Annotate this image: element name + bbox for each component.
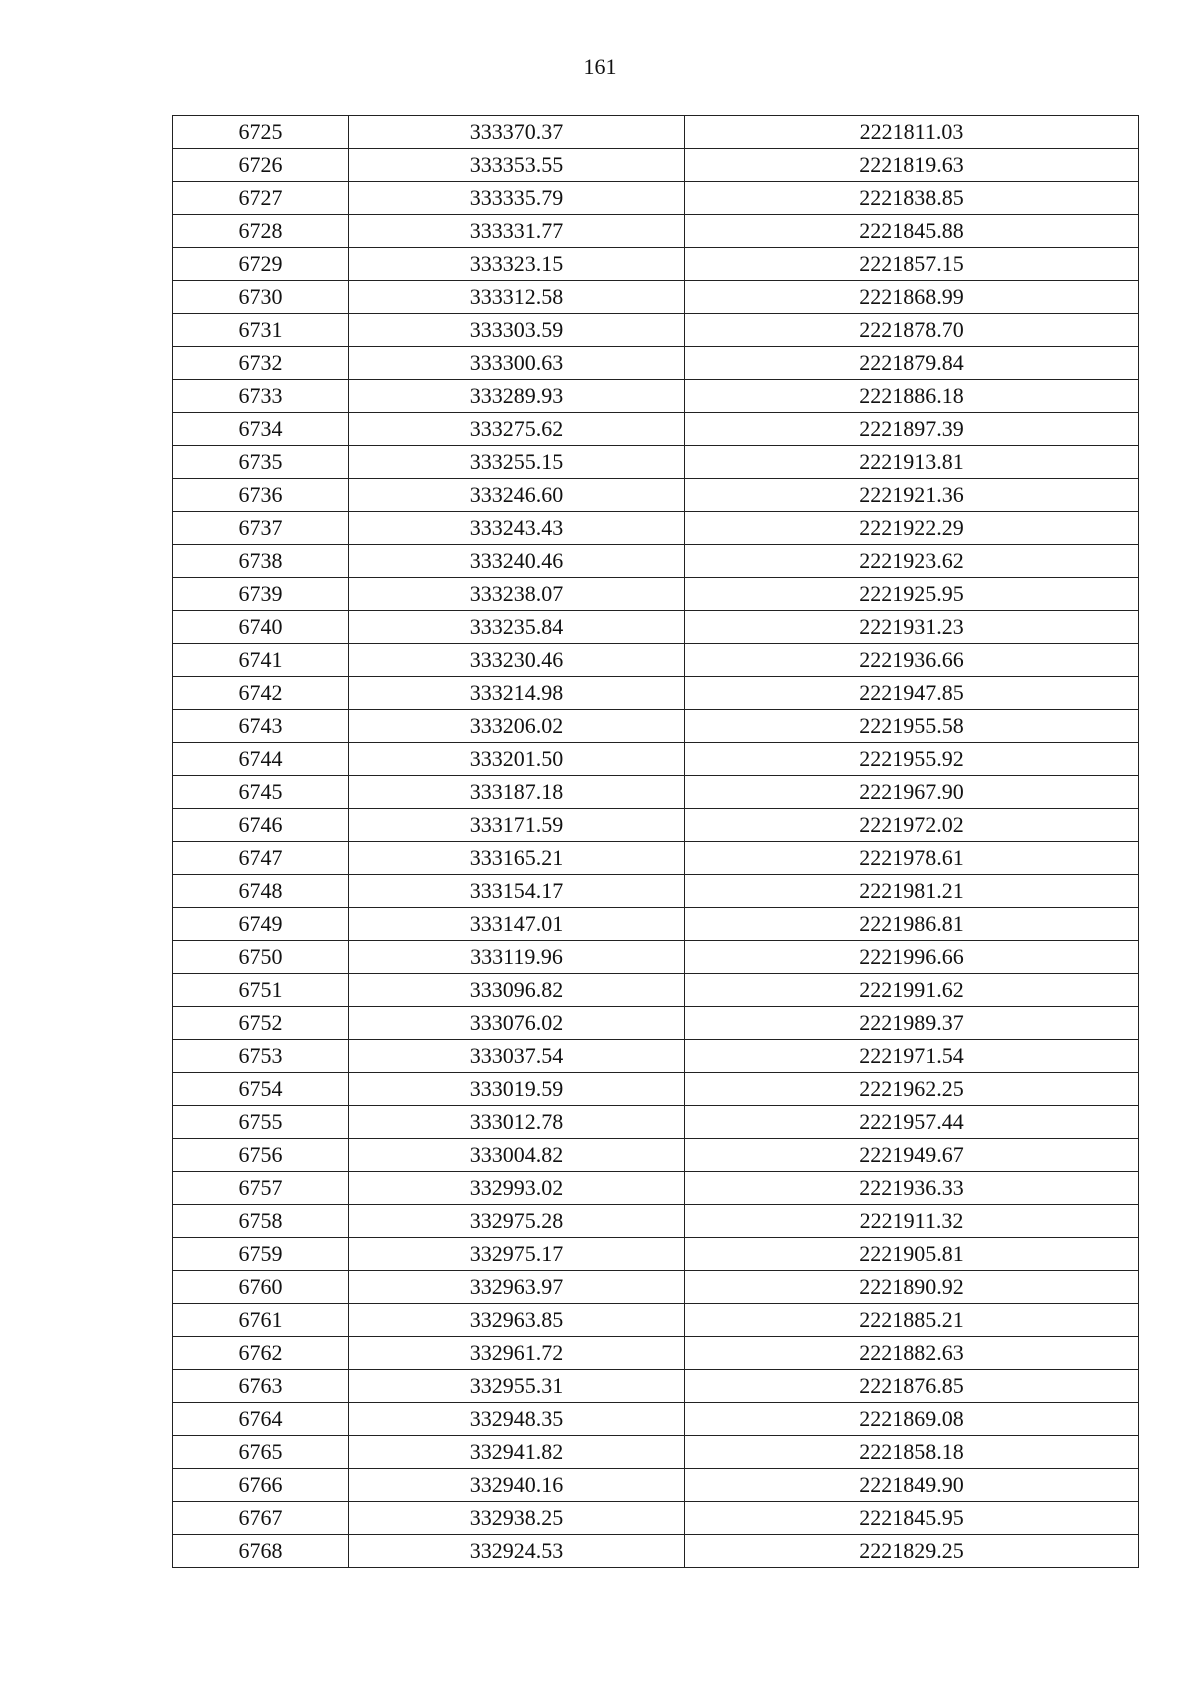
y-coordinate-cell: 2221829.25 [685, 1535, 1139, 1568]
x-coordinate-cell: 333004.82 [349, 1139, 685, 1172]
point-number-cell: 6725 [173, 116, 349, 149]
y-coordinate-cell: 2221981.21 [685, 875, 1139, 908]
point-number-cell: 6750 [173, 941, 349, 974]
table-row [173, 1502, 1139, 1535]
point-number-cell: 6737 [173, 512, 349, 545]
point-number-cell: 6759 [173, 1238, 349, 1271]
y-coordinate-cell: 2221879.84 [685, 347, 1139, 380]
y-coordinate-cell: 2221936.33 [685, 1172, 1139, 1205]
x-coordinate-cell: 333289.93 [349, 380, 685, 413]
table-row [173, 1172, 1139, 1205]
point-number-cell: 6729 [173, 248, 349, 281]
table-row [173, 512, 1139, 545]
point-number-cell: 6740 [173, 611, 349, 644]
x-coordinate-cell: 332963.97 [349, 1271, 685, 1304]
table-row [173, 1205, 1139, 1238]
x-coordinate-cell: 333214.98 [349, 677, 685, 710]
table-row [173, 974, 1139, 1007]
point-number-cell: 6748 [173, 875, 349, 908]
point-number-cell: 6731 [173, 314, 349, 347]
x-coordinate-cell: 333230.46 [349, 644, 685, 677]
x-coordinate-cell: 332975.17 [349, 1238, 685, 1271]
point-number-cell: 6739 [173, 578, 349, 611]
table-row [173, 1139, 1139, 1172]
x-coordinate-cell: 333201.50 [349, 743, 685, 776]
table-row [173, 578, 1139, 611]
point-number-cell: 6760 [173, 1271, 349, 1304]
y-coordinate-cell: 2221949.67 [685, 1139, 1139, 1172]
table-row [173, 710, 1139, 743]
x-coordinate-cell: 333147.01 [349, 908, 685, 941]
table-row [173, 545, 1139, 578]
point-number-cell: 6749 [173, 908, 349, 941]
table-row [173, 677, 1139, 710]
table-row [173, 644, 1139, 677]
point-number-cell: 6728 [173, 215, 349, 248]
y-coordinate-cell: 2221931.23 [685, 611, 1139, 644]
point-number-cell: 6756 [173, 1139, 349, 1172]
point-number-cell: 6754 [173, 1073, 349, 1106]
table-row [173, 743, 1139, 776]
y-coordinate-cell: 2221811.03 [685, 116, 1139, 149]
point-number-cell: 6734 [173, 413, 349, 446]
point-number-cell: 6764 [173, 1403, 349, 1436]
x-coordinate-cell: 332961.72 [349, 1337, 685, 1370]
y-coordinate-cell: 2221922.29 [685, 512, 1139, 545]
y-coordinate-cell: 2221897.39 [685, 413, 1139, 446]
table-row [173, 314, 1139, 347]
y-coordinate-cell: 2221858.18 [685, 1436, 1139, 1469]
table-row [173, 1370, 1139, 1403]
x-coordinate-cell: 333240.46 [349, 545, 685, 578]
x-coordinate-cell: 332924.53 [349, 1535, 685, 1568]
x-coordinate-cell: 333235.84 [349, 611, 685, 644]
y-coordinate-cell: 2221925.95 [685, 578, 1139, 611]
point-number-cell: 6742 [173, 677, 349, 710]
y-coordinate-cell: 2221962.25 [685, 1073, 1139, 1106]
x-coordinate-cell: 332955.31 [349, 1370, 685, 1403]
point-number-cell: 6730 [173, 281, 349, 314]
y-coordinate-cell: 2221955.92 [685, 743, 1139, 776]
point-number-cell: 6738 [173, 545, 349, 578]
x-coordinate-cell: 333243.43 [349, 512, 685, 545]
x-coordinate-cell: 333323.15 [349, 248, 685, 281]
point-number-cell: 6744 [173, 743, 349, 776]
x-coordinate-cell: 332975.28 [349, 1205, 685, 1238]
y-coordinate-cell: 2221845.88 [685, 215, 1139, 248]
x-coordinate-cell: 333119.96 [349, 941, 685, 974]
y-coordinate-cell: 2221978.61 [685, 842, 1139, 875]
table-row [173, 1007, 1139, 1040]
x-coordinate-cell: 333335.79 [349, 182, 685, 215]
y-coordinate-cell: 2221921.36 [685, 479, 1139, 512]
table-row [173, 842, 1139, 875]
point-number-cell: 6763 [173, 1370, 349, 1403]
point-number-cell: 6746 [173, 809, 349, 842]
y-coordinate-cell: 2221989.37 [685, 1007, 1139, 1040]
x-coordinate-cell: 333370.37 [349, 116, 685, 149]
x-coordinate-cell: 333246.60 [349, 479, 685, 512]
point-number-cell: 6745 [173, 776, 349, 809]
table-row [173, 1403, 1139, 1436]
x-coordinate-cell: 333275.62 [349, 413, 685, 446]
x-coordinate-cell: 333353.55 [349, 149, 685, 182]
x-coordinate-cell: 333154.17 [349, 875, 685, 908]
x-coordinate-cell: 333165.21 [349, 842, 685, 875]
point-number-cell: 6762 [173, 1337, 349, 1370]
x-coordinate-cell: 333238.07 [349, 578, 685, 611]
point-number-cell: 6761 [173, 1304, 349, 1337]
point-number-cell: 6727 [173, 182, 349, 215]
y-coordinate-cell: 2221905.81 [685, 1238, 1139, 1271]
table-row [173, 1304, 1139, 1337]
table-row [173, 347, 1139, 380]
y-coordinate-cell: 2221869.08 [685, 1403, 1139, 1436]
point-number-cell: 6766 [173, 1469, 349, 1502]
y-coordinate-cell: 2221936.66 [685, 644, 1139, 677]
y-coordinate-cell: 2221819.63 [685, 149, 1139, 182]
table-row [173, 1337, 1139, 1370]
y-coordinate-cell: 2221913.81 [685, 446, 1139, 479]
point-number-cell: 6735 [173, 446, 349, 479]
table-row [173, 413, 1139, 446]
table-row [173, 1073, 1139, 1106]
point-number-cell: 6757 [173, 1172, 349, 1205]
table-row [173, 1436, 1139, 1469]
table-row [173, 248, 1139, 281]
table-row [173, 908, 1139, 941]
y-coordinate-cell: 2221972.02 [685, 809, 1139, 842]
point-number-cell: 6767 [173, 1502, 349, 1535]
y-coordinate-cell: 2221838.85 [685, 182, 1139, 215]
table-row [173, 1238, 1139, 1271]
point-number-cell: 6752 [173, 1007, 349, 1040]
y-coordinate-cell: 2221885.21 [685, 1304, 1139, 1337]
table-row [173, 182, 1139, 215]
y-coordinate-cell: 2221886.18 [685, 380, 1139, 413]
table-row [173, 380, 1139, 413]
table-row [173, 281, 1139, 314]
y-coordinate-cell: 2221878.70 [685, 314, 1139, 347]
y-coordinate-cell: 2221996.66 [685, 941, 1139, 974]
point-number-cell: 6733 [173, 380, 349, 413]
coordinates-table [172, 115, 1139, 1568]
x-coordinate-cell: 332963.85 [349, 1304, 685, 1337]
x-coordinate-cell: 333303.59 [349, 314, 685, 347]
table-row [173, 1271, 1139, 1304]
y-coordinate-cell: 2221890.92 [685, 1271, 1139, 1304]
table-row [173, 149, 1139, 182]
x-coordinate-cell: 333076.02 [349, 1007, 685, 1040]
point-number-cell: 6765 [173, 1436, 349, 1469]
y-coordinate-cell: 2221971.54 [685, 1040, 1139, 1073]
table-row [173, 875, 1139, 908]
x-coordinate-cell: 333300.63 [349, 347, 685, 380]
coordinates-table-body [173, 116, 1139, 1568]
x-coordinate-cell: 332993.02 [349, 1172, 685, 1205]
table-row [173, 1469, 1139, 1502]
x-coordinate-cell: 333019.59 [349, 1073, 685, 1106]
point-number-cell: 6736 [173, 479, 349, 512]
y-coordinate-cell: 2221876.85 [685, 1370, 1139, 1403]
x-coordinate-cell: 333037.54 [349, 1040, 685, 1073]
point-number-cell: 6755 [173, 1106, 349, 1139]
y-coordinate-cell: 2221911.32 [685, 1205, 1139, 1238]
x-coordinate-cell: 332941.82 [349, 1436, 685, 1469]
table-row [173, 1040, 1139, 1073]
y-coordinate-cell: 2221967.90 [685, 776, 1139, 809]
x-coordinate-cell: 333012.78 [349, 1106, 685, 1139]
page-number: 161 [583, 54, 617, 79]
point-number-cell: 6768 [173, 1535, 349, 1568]
point-number-cell: 6732 [173, 347, 349, 380]
x-coordinate-cell: 333331.77 [349, 215, 685, 248]
x-coordinate-cell: 332940.16 [349, 1469, 685, 1502]
y-coordinate-cell: 2221991.62 [685, 974, 1139, 1007]
point-number-cell: 6753 [173, 1040, 349, 1073]
table-row [173, 776, 1139, 809]
y-coordinate-cell: 2221868.99 [685, 281, 1139, 314]
point-number-cell: 6751 [173, 974, 349, 1007]
y-coordinate-cell: 2221923.62 [685, 545, 1139, 578]
x-coordinate-cell: 333187.18 [349, 776, 685, 809]
y-coordinate-cell: 2221857.15 [685, 248, 1139, 281]
table-row [173, 479, 1139, 512]
x-coordinate-cell: 332938.25 [349, 1502, 685, 1535]
y-coordinate-cell: 2221986.81 [685, 908, 1139, 941]
x-coordinate-cell: 333206.02 [349, 710, 685, 743]
x-coordinate-cell: 333171.59 [349, 809, 685, 842]
y-coordinate-cell: 2221845.95 [685, 1502, 1139, 1535]
table-row [173, 446, 1139, 479]
table-row [173, 1535, 1139, 1568]
table-row [173, 116, 1139, 149]
point-number-cell: 6741 [173, 644, 349, 677]
x-coordinate-cell: 332948.35 [349, 1403, 685, 1436]
y-coordinate-cell: 2221957.44 [685, 1106, 1139, 1139]
table-row [173, 215, 1139, 248]
y-coordinate-cell: 2221947.85 [685, 677, 1139, 710]
table-row [173, 809, 1139, 842]
y-coordinate-cell: 2221849.90 [685, 1469, 1139, 1502]
y-coordinate-cell: 2221882.63 [685, 1337, 1139, 1370]
table-row [173, 611, 1139, 644]
point-number-cell: 6726 [173, 149, 349, 182]
x-coordinate-cell: 333096.82 [349, 974, 685, 1007]
point-number-cell: 6747 [173, 842, 349, 875]
table-row [173, 1106, 1139, 1139]
x-coordinate-cell: 333312.58 [349, 281, 685, 314]
point-number-cell: 6758 [173, 1205, 349, 1238]
y-coordinate-cell: 2221955.58 [685, 710, 1139, 743]
table-row [173, 941, 1139, 974]
point-number-cell: 6743 [173, 710, 349, 743]
x-coordinate-cell: 333255.15 [349, 446, 685, 479]
